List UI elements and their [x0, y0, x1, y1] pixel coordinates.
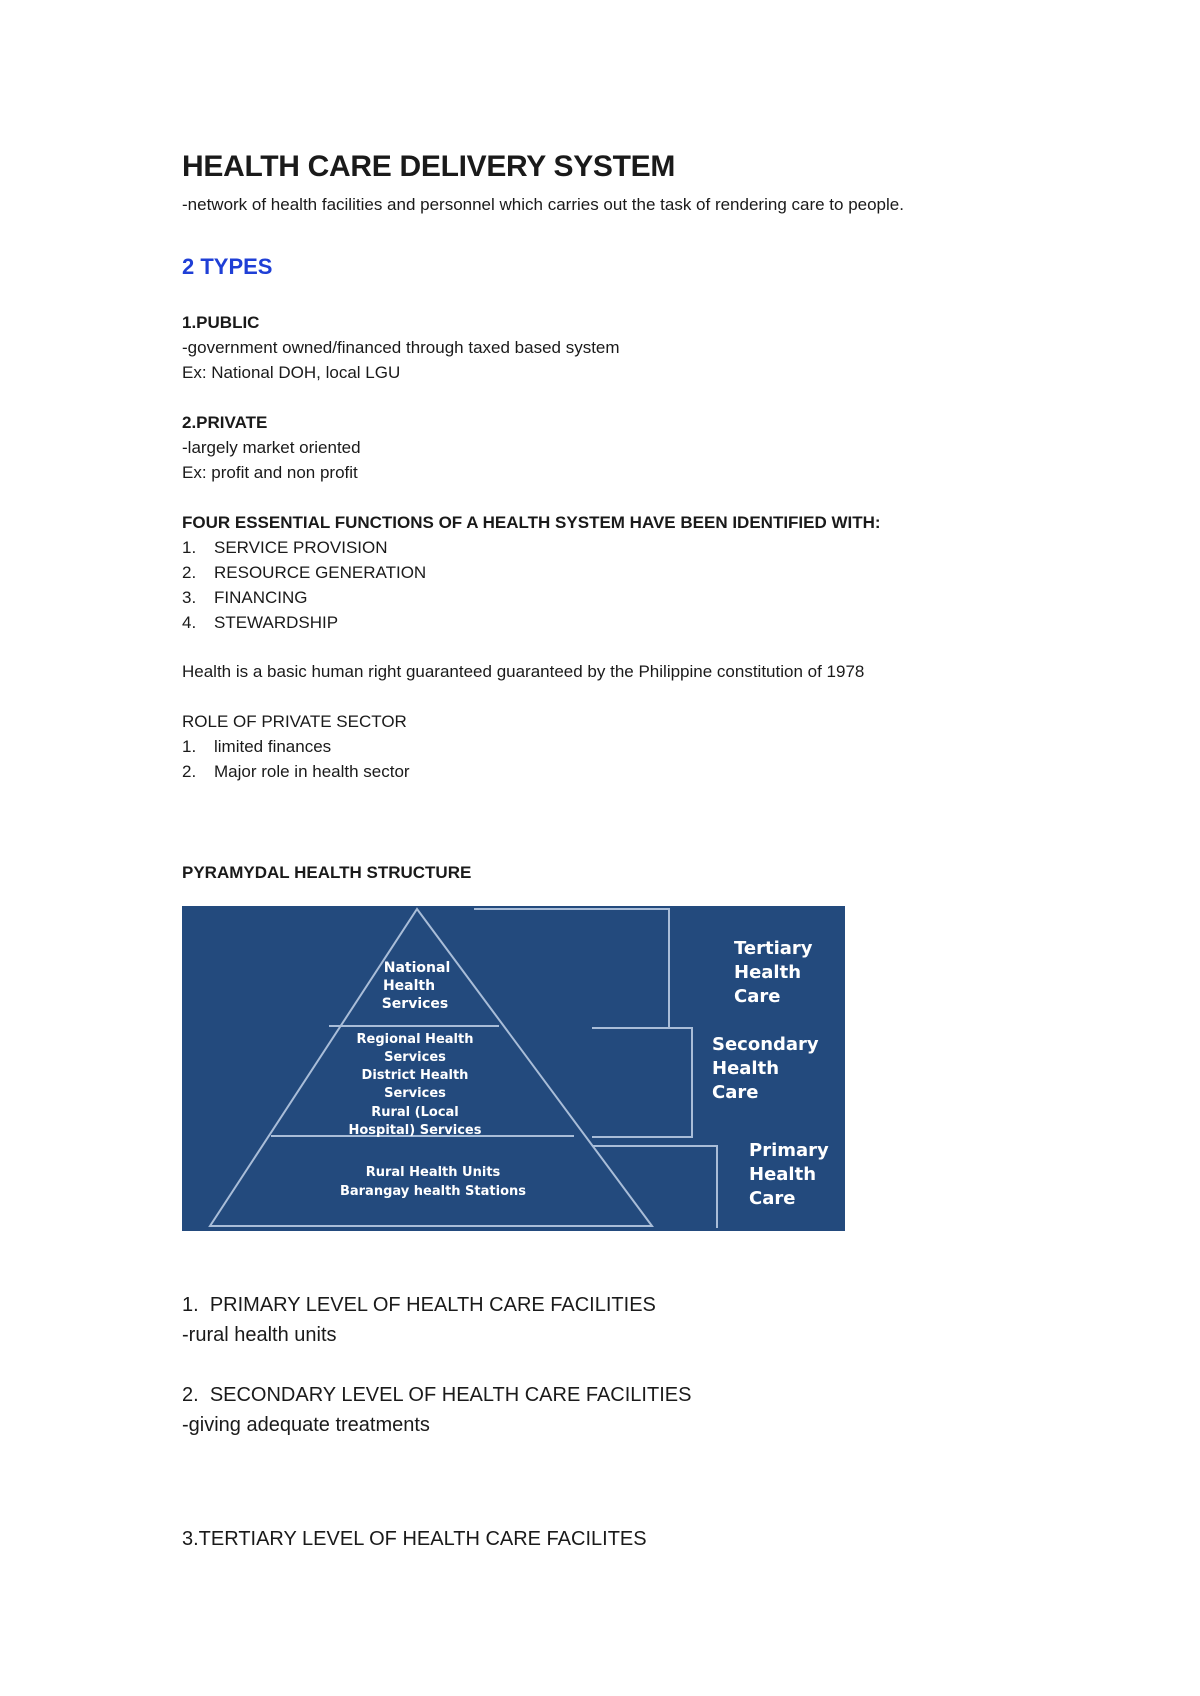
middle-tier-line-2: Services [384, 1050, 446, 1065]
primary-label-line-2: Health [749, 1164, 817, 1185]
middle-tier-line-1: Regional Health [356, 1032, 474, 1047]
tertiary-label-line-3: Care [734, 986, 781, 1007]
tertiary-label-line-1: Tertiary [734, 938, 813, 959]
top-tier-line-3: Services [381, 996, 449, 1012]
private-heading: 2.PRIVATE [182, 413, 268, 432]
secondary-label-line-3: Care [712, 1082, 759, 1103]
middle-tier-line-6: Hospital) Services [348, 1123, 482, 1138]
primary-level-heading: 1. PRIMARY LEVEL OF HEALTH CARE FACILITIES [182, 1294, 656, 1316]
list-item: 2. Major role in health sector [182, 762, 410, 781]
pyramid-diagram [182, 906, 845, 1231]
primary-label-line-1: Primary [749, 1140, 829, 1161]
secondary-level-heading: 2. SECONDARY LEVEL OF HEALTH CARE FACILITIES [182, 1384, 692, 1406]
secondary-level-description: -giving adequate treatments [182, 1414, 430, 1436]
system-definition: -network of health facilities and personnel which carries out the task of rendering care to people. [182, 195, 904, 214]
bottom-tier-line-2: Barangay health Stations [339, 1184, 527, 1199]
pyramid-heading: PYRAMYDAL HEALTH STRUCTURE [182, 863, 472, 882]
public-example: Ex: National DOH, local LGU [182, 363, 401, 382]
functions-heading: FOUR ESSENTIAL FUNCTIONS OF A HEALTH SYSTEM HAVE BEEN IDENTIFIED WITH: [182, 513, 881, 532]
tertiary-bracket [474, 909, 669, 1028]
primary-level-description: -rural health units [182, 1324, 337, 1346]
list-item: 1. SERVICE PROVISION [182, 538, 388, 557]
primary-bracket [592, 1146, 717, 1228]
private-role-list [182, 734, 410, 784]
rights-statement: Health is a basic human right guaranteed guaranteed by the Philippine constitution of 1978 [182, 662, 865, 681]
tertiary-level-heading: 3.TERTIARY LEVEL OF HEALTH CARE FACILITES [182, 1528, 647, 1550]
private-example: Ex: profit and non profit [182, 463, 358, 482]
secondary-label-line-1: Secondary [712, 1034, 819, 1055]
private-role-heading: ROLE OF PRIVATE SECTOR [182, 712, 407, 731]
middle-tier-line-3: District Health [361, 1068, 469, 1083]
list-item: 2. RESOURCE GENERATION [182, 563, 427, 582]
top-tier-line-1: National [383, 960, 451, 976]
document-title: HEALTH CARE DELIVERY SYSTEM [182, 150, 676, 183]
tertiary-label-line-2: Health [734, 962, 802, 983]
bottom-tier-line-1: Rural Health Units [365, 1165, 501, 1180]
primary-label-line-3: Care [749, 1188, 796, 1209]
list-item: 1. limited finances [182, 737, 332, 756]
top-tier-line-2: Health [382, 978, 436, 994]
middle-tier-line-5: Rural (Local [371, 1105, 459, 1120]
functions-list [182, 535, 426, 635]
pyramid-svg [182, 906, 845, 1231]
secondary-label-line-2: Health [712, 1058, 780, 1079]
middle-tier-line-4: Services [384, 1086, 446, 1101]
list-item: 3. FINANCING [182, 588, 308, 607]
types-heading: 2 TYPES [182, 254, 273, 279]
public-heading: 1.PUBLIC [182, 313, 260, 332]
secondary-bracket [592, 1028, 692, 1137]
private-description: -largely market oriented [182, 438, 361, 457]
list-item: 4. STEWARDSHIP [182, 613, 339, 632]
public-description: -government owned/financed through taxed based system [182, 338, 620, 357]
